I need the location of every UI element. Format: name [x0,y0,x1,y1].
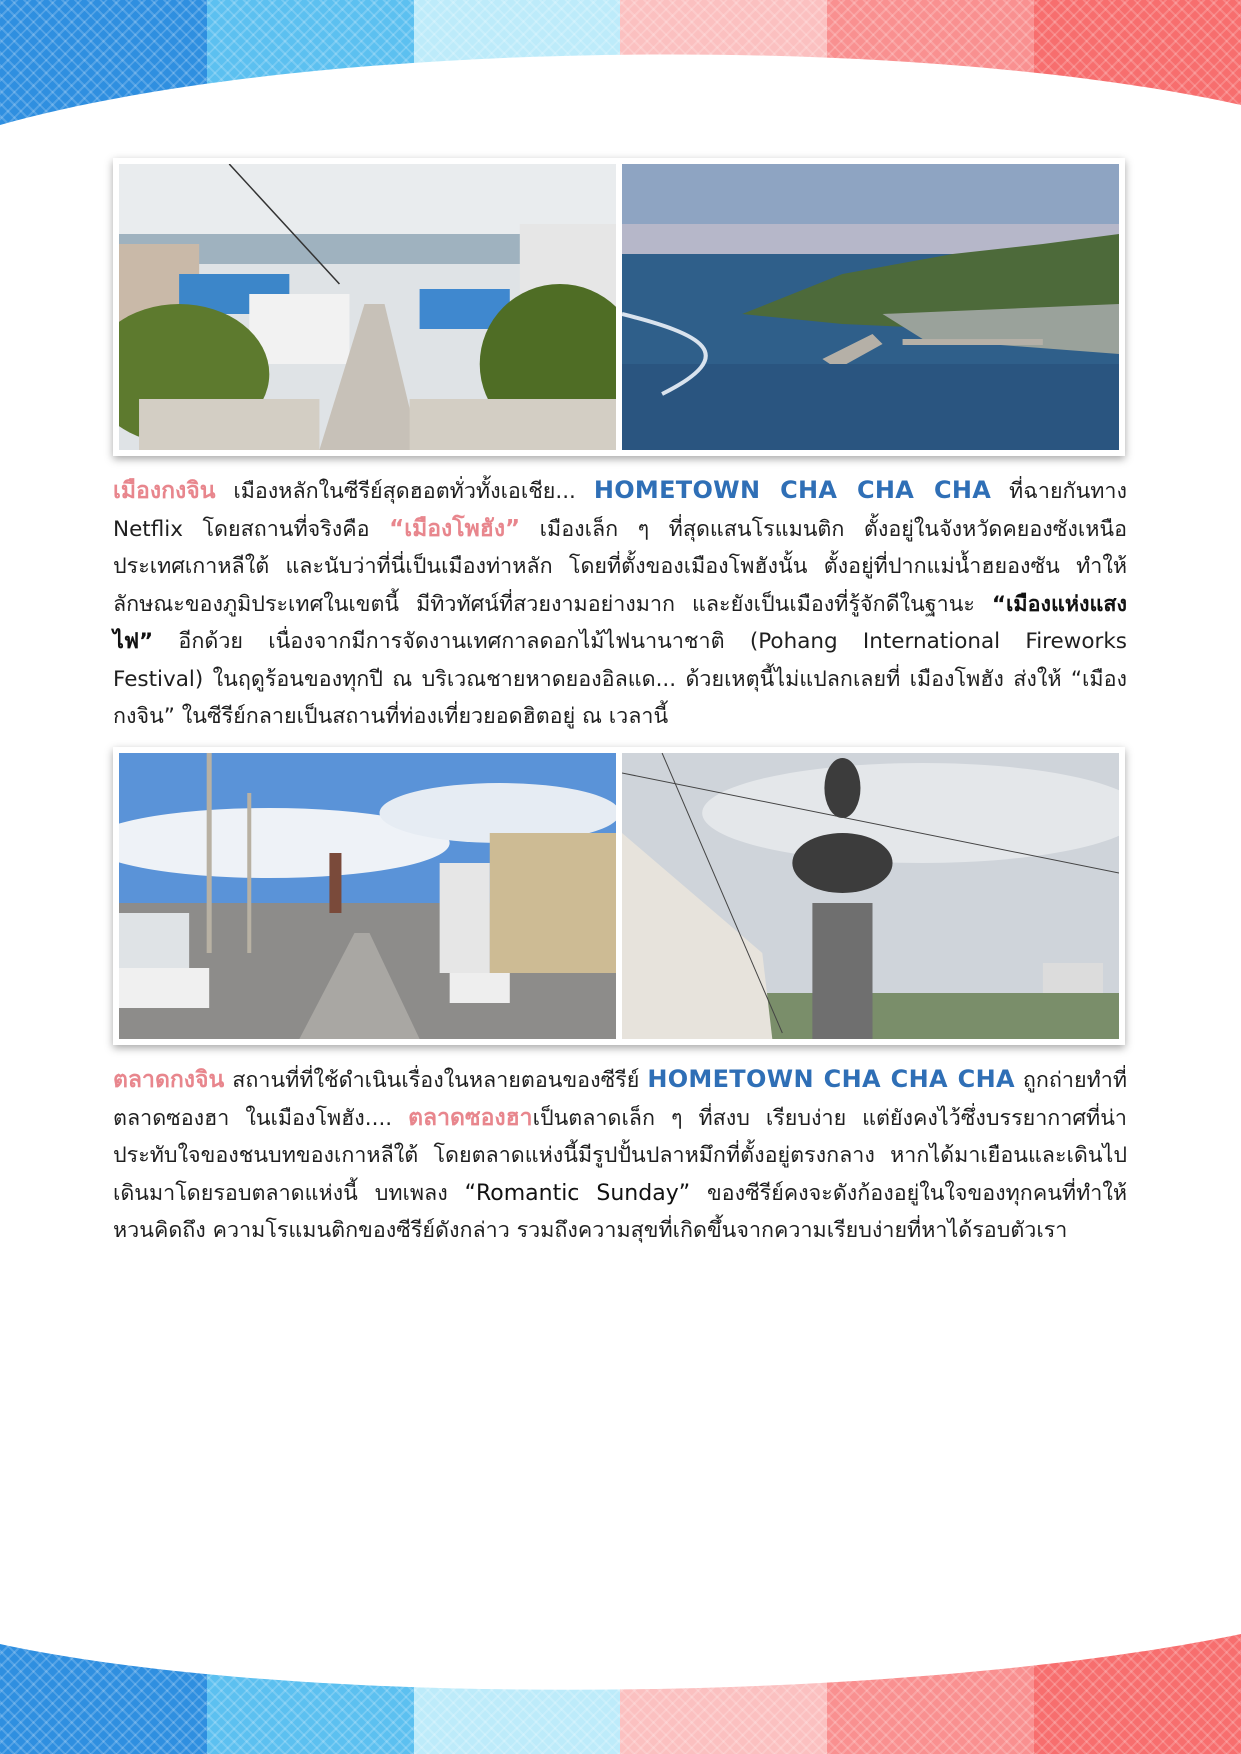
photo-harbor-aerial [622,164,1119,450]
photo-market-street [119,753,616,1039]
bottom-wave-curve [0,1614,1241,1754]
text-segment: ของซีรีย์คงจะดังก้องอยู่ในใจของทุกคนที่ทำให้หวนคิดถึง ความโรแมนติกของซีรีย์ดังกล่าว รวมถึงความสุขที่เกิดขึ้นจากความเรียบง่ายที่หาได้รอบตัวเรา [113,1180,1127,1243]
series-title: HOMETOWN CHA CHA CHA [593,476,992,504]
heading-gongjin-market: ตลาดกงจิน [113,1067,225,1093]
photo-row-town [113,158,1125,456]
text-segment: อีกด้วย เนื่องจากมีการจัดงานเทศกาลดอกไม้ไฟนานาชาติ (Pohang International Fireworks Festival) ในฤดูร้อนของทุกปี ณ บริเวณชายหาดยองอิลแด... ด้วยเหตุนี้ไม่แปลกเลยที่ เมืองโพฮัง ส่งให้ “เมืองกงจิน” ในซีรีย์กลายเป็นสถานที่ท่องเที่ยวยอดฮิตอยู่ ณ เวลานี้ [113,629,1127,729]
text-segment: ที่ฉายกันทาง Netflix โดยสถานที่จริงคือ [113,479,1128,542]
song-title: “Romantic Sunday” [464,1180,691,1206]
series-title: HOMETOWN CHA CHA CHA [647,1065,1015,1093]
top-wave-curve [0,0,1241,140]
text-segment: เมืองหลักในซีรีย์สุดฮอตทั่วทั้งเอเชีย... [215,479,594,504]
text-segment: เมืองเล็ก ๆ ที่สุดแสนโรแมนติก ตั้งอยู่ในจังหวัดคยองซังเหนือ ประเทศเกาหลีใต้ และนับว่าที่นี่เป็นเมืองท่าหลัก โดยที่ตั้งของเมืองโพฮังนั้น ตั้งอยู่ที่ปากแม่น้ำฮยองซัน ทำให้ลักษณะของภูมิประเทศในเขตนี้ มีทิวทัศน์ที่สวยงามอย่างมาก และยังเป็นเมืองที่รู้จักดีในฐานะ [113,516,1127,617]
text-segment: ถูกถ่ายทำที่ตลาดซองฮา ในเมืองโพฮัง.... [113,1068,1128,1131]
intro-paragraph [113,472,1127,736]
photo-hillside-stairs [119,164,616,450]
songha-market-name: ตลาดซองฮา [408,1104,533,1131]
pohang-city-name: “เมืองโพฮัง” [389,515,521,542]
photo-squid-statue [622,753,1119,1039]
text-segment: เป็นตลาดเล็ก ๆ ที่สงบ เรียบง่าย แต่ยังคงไว้ซึ่งบรรยากาศที่น่าประทับใจของชนบทของเกาหลีใต้ โดยตลาดแห่งนี้มีรูปปั้นปลาหมึกที่ตั้งอยู่ตรงกลาง หากได้มาเยือนและเดินไปเดินมาโดยรอบตลาดแห่งนี้ บทเพลง [113,1105,1127,1206]
market-paragraph [113,1061,1127,1250]
city-nickname: “เมืองแห่งแสงไฟ” [113,591,1127,654]
heading-gongjin-town: เมืองกงจิน [113,478,216,504]
photo-row-market [113,747,1125,1045]
text-segment: สถานที่ที่ใช้ดำเนินเรื่องในหลายตอนของซีรีย์ [224,1068,648,1093]
